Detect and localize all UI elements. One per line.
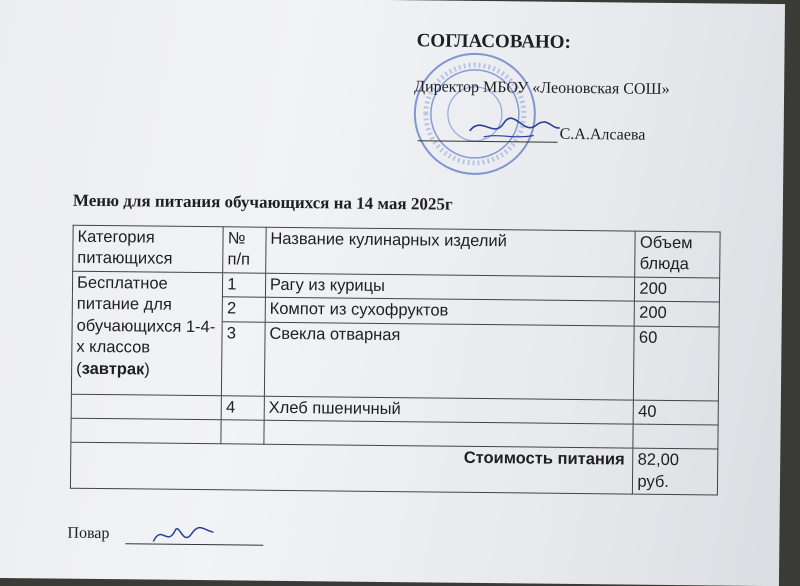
row-name: Хлеб пшеничный <box>264 396 634 424</box>
row-name: Рагу из курицы <box>265 273 635 301</box>
cost-value: 82,00 руб. <box>633 448 718 495</box>
row-number: 4 <box>221 396 264 421</box>
cook-signature-icon <box>147 520 217 551</box>
empty-cell <box>71 418 221 444</box>
row-number: 3 <box>222 322 265 396</box>
cost-label: Стоимость питания <box>70 442 633 494</box>
menu-title: Меню для питания обучающихся на 14 мая 2025г <box>72 190 453 214</box>
category-close: ) <box>144 360 150 379</box>
director-signature-icon <box>463 109 563 150</box>
category-text: Бесплатное питание для обучающихся 1-4-х классов ( <box>76 273 216 378</box>
row-name: Свекла отварная <box>264 322 634 400</box>
header-volume: Объем блюда <box>635 231 720 278</box>
category-cell <box>71 271 223 395</box>
empty-cell <box>633 424 718 449</box>
row-name: Компот из сухофруктов <box>265 298 635 326</box>
menu-table <box>70 225 721 496</box>
header-category: Категория питающихся <box>73 225 224 272</box>
header-name: Название кулинарных изделий <box>266 227 636 277</box>
row-volume: 200 <box>635 277 720 302</box>
table-header-row <box>73 225 720 278</box>
empty-cell <box>71 394 221 420</box>
row-volume: 40 <box>634 400 719 425</box>
row-volume: 60 <box>634 326 719 401</box>
cook-label: Повар <box>67 524 110 543</box>
empty-cell <box>221 420 264 444</box>
category-meal: завтрак <box>81 359 145 379</box>
director-title: Директор МБОУ «Леоновская СОШ» <box>414 78 670 98</box>
row-number: 1 <box>223 273 266 298</box>
approval-heading: СОГЛАСОВАНО: <box>416 30 571 53</box>
signer-name: С.А.Алсаева <box>559 125 646 144</box>
cost-row <box>70 442 717 495</box>
row-volume: 200 <box>635 301 720 326</box>
header-number: № п/п <box>223 227 266 273</box>
row-number: 2 <box>222 297 265 322</box>
